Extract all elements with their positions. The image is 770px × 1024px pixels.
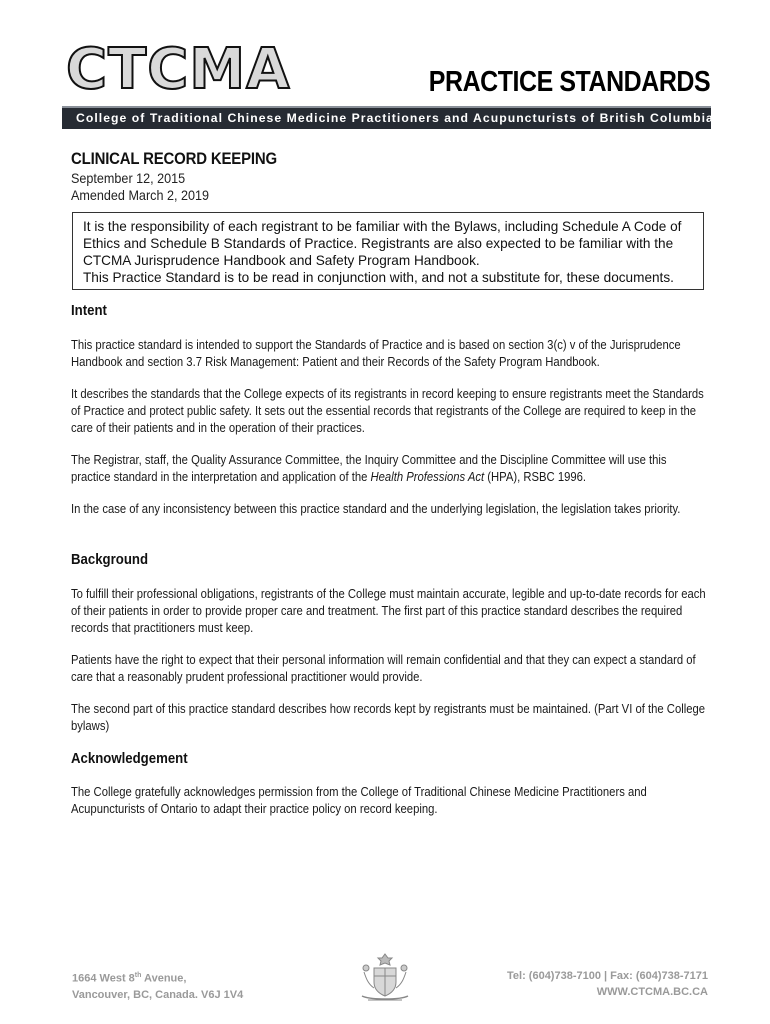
intent-paragraph-3 bbox=[71, 452, 706, 486]
address-line-1 bbox=[72, 968, 243, 987]
background-paragraph-1: To fulfill their professional obligations, registrants of the College must maintain accurate, legible and up-to-date records for each of their patients in order to provide proper care and treatment. The first part of this practice standard describes the required records that practitioners must keep. bbox=[71, 587, 706, 635]
website-link[interactable]: WWW.CTCMA.BC.CA bbox=[596, 986, 708, 998]
intent-p3-text-b: (HPA), RSBC 1996. bbox=[484, 470, 587, 484]
notice-main: It is the responsibility of each registrant to be familiar with the Bylaws, including Schedule A Code of Ethics and Schedule B Standards of Practice. Registrants are also expected to be familiar with the CTCMA Jurisprudence Handbook and Safety Program Handbook. bbox=[83, 219, 682, 268]
intent-paragraph-2: It describes the standards that the College expects of its registrants in record keeping to ensure registrants meet the Standards of Practice and protect public safety. It sets out the essential records that registrants of the College are required to keep in the care of their patients and in the operation of their practices. bbox=[71, 387, 704, 435]
intent-paragraph-4: In the case of any inconsistency between this practice standard and the underlying legislation, the legislation takes priority. bbox=[71, 502, 681, 516]
background-paragraph-3: The second part of this practice standard describes how records kept by registrants must be maintained. (Part VI of the College bylaws) bbox=[71, 702, 706, 733]
contact-phone-fax: Tel: (604)738-7100 | Fax: (604)738-7171 bbox=[507, 970, 708, 982]
acknowledgement-heading: Acknowledgement bbox=[71, 750, 188, 767]
coat-of-arms-icon bbox=[356, 950, 414, 1006]
banner-text: College of Traditional Chinese Medicine Practitioners and Acupuncturists of British Columbia bbox=[76, 111, 714, 125]
address-street: 1664 West 8 bbox=[72, 972, 135, 985]
document-title: CLINICAL RECORD KEEPING bbox=[71, 149, 277, 168]
address-avenue: Avenue, bbox=[141, 972, 187, 985]
ctcma-logo: CTCMA bbox=[66, 37, 291, 102]
college-banner bbox=[62, 106, 714, 129]
background-paragraph-2: Patients have the right to expect that their personal information will remain confidential and that they can expect a standard of care that a reasonably prudent professional practitioner would provide. bbox=[71, 653, 696, 684]
intent-p3-act-name: Health Professions Act bbox=[370, 470, 485, 484]
document-amended-date: Amended March 2, 2019 bbox=[71, 187, 209, 203]
address-line-2: Vancouver, BC, Canada. V6J 1V4 bbox=[72, 988, 244, 1001]
responsibility-notice bbox=[72, 212, 704, 290]
footer-contact bbox=[507, 968, 708, 1000]
intent-heading: Intent bbox=[71, 302, 107, 319]
notice-second: This Practice Standard is to be read in conjunction with, and not a substitute for, these documents. bbox=[83, 270, 674, 285]
doc-type-heading: PRACTICE STANDARDS bbox=[428, 66, 710, 98]
document-date: September 12, 2015 bbox=[71, 170, 186, 186]
intent-p3-text-a: The Registrar, staff, the Quality Assurance Committee, the Inquiry Committee and the Discipline Committee will use this practice standard in the interpretation and application of the bbox=[71, 453, 667, 484]
address-ordinal: th bbox=[134, 972, 142, 979]
footer-address bbox=[72, 968, 243, 1003]
acknowledgement-paragraph: The College gratefully acknowledges permission from the College of Traditional Chinese Medicine Practitioners and Acupuncturists of Ontario to adapt their practice policy on record keeping. bbox=[71, 785, 647, 816]
intent-paragraph-1: This practice standard is intended to support the Standards of Practice and is based on section 3(c) v of the Jurisprudence Handbook and section 3.7 Risk Management: Patient and their Records of the Safety Program Handbook. bbox=[71, 338, 681, 369]
background-heading: Background bbox=[71, 551, 149, 568]
